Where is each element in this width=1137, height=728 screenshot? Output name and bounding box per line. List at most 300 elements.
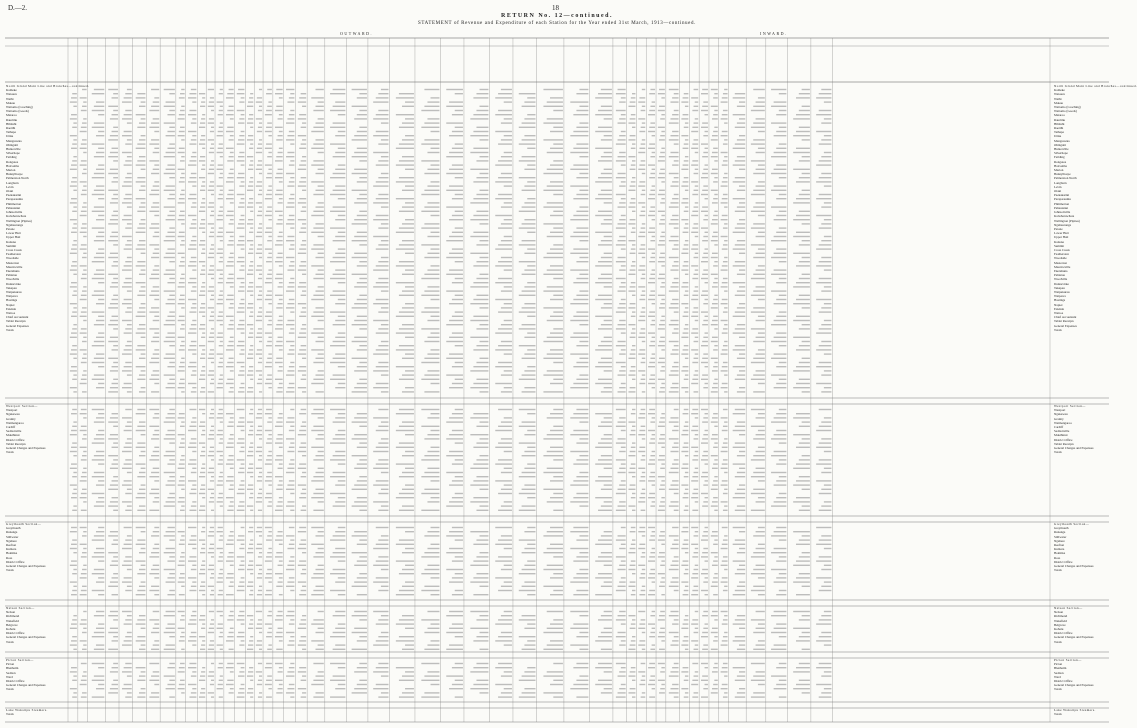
printed-figure: [259, 489, 262, 490]
printed-figure: [218, 430, 223, 431]
printed-figure: [200, 552, 205, 553]
printed-figure: [695, 565, 698, 566]
printed-figure: [722, 577, 728, 578]
printed-figure: [685, 569, 688, 570]
printed-figure: [278, 169, 283, 170]
printed-figure: [714, 328, 717, 329]
printed-figure: [816, 527, 831, 528]
printed-figure: [209, 611, 214, 612]
printed-figure: [431, 430, 440, 431]
printed-figure: [396, 413, 414, 414]
printed-figure: [724, 173, 727, 174]
printed-figure: [330, 379, 345, 380]
printed-figure: [495, 248, 512, 249]
printed-figure: [498, 328, 512, 329]
printed-figure: [455, 556, 463, 557]
printed-figure: [381, 89, 389, 90]
printed-figure: [618, 374, 626, 375]
printed-figure: [299, 248, 306, 249]
printed-figure: [802, 341, 810, 342]
printed-figure: [154, 640, 159, 641]
printed-figure: [724, 240, 727, 241]
printed-figure: [211, 127, 214, 128]
printed-figure: [455, 194, 463, 195]
printed-figure: [771, 374, 786, 375]
printed-figure: [455, 278, 463, 279]
printed-figure: [202, 232, 205, 233]
printed-figure: [122, 236, 132, 237]
printed-figure: [473, 594, 488, 595]
printed-figure: [632, 590, 635, 591]
printed-figure: [275, 345, 283, 346]
printed-figure: [302, 489, 306, 490]
printed-figure: [258, 362, 262, 363]
printed-figure: [735, 619, 745, 620]
printed-figure: [110, 565, 118, 566]
printed-figure: [694, 274, 699, 275]
printed-figure: [692, 311, 698, 312]
printed-figure: [701, 539, 708, 540]
printed-figure: [124, 366, 132, 367]
printed-figure: [275, 177, 283, 178]
printed-figure: [449, 152, 463, 153]
printed-figure: [113, 244, 118, 245]
printed-figure: [278, 484, 283, 485]
printed-figure: [220, 472, 223, 473]
printed-figure: [359, 379, 367, 380]
printed-figure: [669, 421, 679, 422]
printed-figure: [316, 122, 324, 123]
printed-figure: [210, 413, 214, 414]
printed-figure: [191, 173, 197, 174]
printed-figure: [504, 219, 512, 220]
printed-figure: [179, 97, 185, 98]
printed-figure: [670, 303, 678, 304]
printed-figure: [692, 278, 698, 279]
printed-figure: [266, 556, 272, 557]
printed-figure: [681, 135, 688, 136]
printed-figure: [427, 565, 439, 566]
printed-figure: [703, 417, 708, 418]
printed-figure: [573, 413, 588, 414]
printed-figure: [80, 413, 87, 414]
printed-figure: [480, 274, 489, 275]
printed-figure: [219, 143, 223, 144]
printed-figure: [519, 93, 536, 94]
printed-figure: [751, 110, 765, 111]
printed-figure: [816, 480, 831, 481]
printed-figure: [449, 434, 463, 435]
printed-figure: [674, 510, 679, 511]
printed-figure: [241, 447, 245, 448]
printed-figure: [604, 468, 612, 469]
printed-figure: [124, 480, 132, 481]
printed-figure: [504, 135, 512, 136]
printed-figure: [723, 278, 728, 279]
printed-figure: [249, 623, 253, 624]
printed-figure: [378, 177, 388, 178]
printed-figure: [92, 345, 105, 346]
printed-figure: [248, 101, 253, 102]
printed-figure: [330, 493, 345, 494]
printed-figure: [164, 438, 175, 439]
printed-figure: [268, 434, 271, 435]
printed-figure: [229, 632, 234, 633]
printed-figure: [695, 501, 698, 502]
printed-figure: [692, 244, 698, 245]
printed-figure: [685, 190, 688, 191]
printed-figure: [192, 611, 196, 612]
printed-figure: [381, 257, 389, 258]
printed-figure: [776, 560, 786, 561]
printed-figure: [449, 531, 463, 532]
printed-figure: [279, 544, 283, 545]
printed-figure: [618, 341, 626, 342]
printed-figure: [547, 269, 563, 270]
printed-figure: [519, 510, 536, 511]
printed-figure: [373, 118, 388, 119]
printed-figure: [802, 257, 810, 258]
printed-figure: [220, 438, 223, 439]
printed-figure: [122, 484, 132, 485]
printed-figure: [247, 156, 253, 157]
printed-figure: [289, 623, 295, 624]
printed-figure: [247, 391, 253, 392]
printed-figure: [649, 379, 655, 380]
printed-figure: [402, 489, 414, 490]
printed-figure: [137, 573, 145, 574]
printed-figure: [641, 295, 646, 296]
printed-figure: [373, 370, 388, 371]
printed-figure: [632, 345, 635, 346]
printed-figure: [504, 286, 512, 287]
printed-figure: [816, 623, 831, 624]
printed-figure: [381, 489, 389, 490]
printed-figure: [695, 118, 698, 119]
printed-figure: [137, 177, 145, 178]
printed-figure: [210, 497, 214, 498]
printed-figure: [819, 590, 832, 591]
printed-figure: [81, 459, 87, 460]
printed-figure: [125, 143, 131, 144]
printed-figure: [166, 269, 175, 270]
printed-figure: [192, 501, 196, 502]
printed-figure: [279, 148, 283, 149]
printed-figure: [82, 569, 87, 570]
printed-figure: [201, 387, 205, 388]
printed-figure: [153, 565, 159, 566]
printed-figure: [405, 269, 414, 270]
printed-figure: [357, 131, 367, 132]
printed-figure: [268, 353, 271, 354]
printed-figure: [275, 636, 283, 637]
printed-figure: [683, 623, 689, 624]
printed-figure: [621, 114, 626, 115]
printed-figure: [424, 358, 439, 359]
printed-figure: [527, 181, 535, 182]
printed-figure: [178, 611, 185, 612]
printed-figure: [550, 640, 563, 641]
printed-figure: [149, 493, 159, 494]
printed-figure: [94, 324, 104, 325]
printed-figure: [684, 426, 689, 427]
printed-figure: [250, 311, 253, 312]
printed-figure: [229, 358, 234, 359]
printed-figure: [685, 122, 688, 123]
printed-figure: [519, 476, 536, 477]
printed-figure: [779, 194, 787, 195]
printed-figure: [695, 286, 698, 287]
printed-figure: [227, 93, 233, 94]
printed-figure: [712, 501, 718, 502]
printed-figure: [359, 211, 367, 212]
printed-figure: [276, 274, 282, 275]
printed-figure: [402, 374, 414, 375]
printed-figure: [498, 362, 512, 363]
printed-figure: [81, 476, 87, 477]
printed-figure: [501, 505, 512, 506]
printed-figure: [455, 227, 463, 228]
printed-figure: [256, 501, 262, 502]
printed-figure: [136, 544, 146, 545]
printed-figure: [737, 421, 745, 422]
printed-figure: [108, 438, 118, 439]
printed-figure: [399, 379, 414, 380]
printed-figure: [595, 232, 612, 233]
printed-figure: [695, 531, 698, 532]
printed-figure: [352, 190, 367, 191]
printed-figure: [127, 122, 132, 123]
printed-figure: [824, 202, 832, 203]
printed-figure: [684, 143, 689, 144]
printed-figure: [652, 320, 655, 321]
printed-figure: [449, 417, 463, 418]
printed-figure: [211, 476, 214, 477]
printed-figure: [631, 282, 636, 283]
printed-figure: [504, 387, 512, 388]
printed-figure: [210, 316, 214, 317]
printed-figure: [335, 219, 345, 220]
printed-figure: [259, 139, 262, 140]
printed-figure: [267, 173, 272, 174]
printed-figure: [301, 177, 307, 178]
printed-figure: [201, 169, 205, 170]
printed-figure: [737, 206, 745, 207]
printed-figure: [476, 261, 488, 262]
printed-figure: [650, 257, 655, 258]
printed-figure: [628, 190, 635, 191]
printed-figure: [200, 156, 205, 157]
printed-figure: [381, 391, 389, 392]
printed-figure: [72, 619, 77, 620]
printed-figure: [702, 421, 708, 422]
printed-figure: [504, 468, 512, 469]
printed-figure: [735, 539, 745, 540]
printed-figure: [188, 383, 196, 384]
printed-figure: [167, 383, 174, 384]
printed-figure: [504, 353, 512, 354]
printed-figure: [108, 489, 118, 490]
printed-figure: [122, 118, 132, 119]
printed-figure: [211, 227, 214, 228]
printed-figure: [241, 114, 245, 115]
printed-figure: [275, 573, 283, 574]
printed-figure: [333, 206, 346, 207]
printed-figure: [226, 366, 234, 367]
printed-figure: [691, 623, 698, 624]
printed-figure: [313, 379, 323, 380]
printed-figure: [257, 316, 262, 317]
printed-figure: [452, 430, 463, 431]
printed-figure: [674, 110, 679, 111]
printed-figure: [427, 628, 439, 629]
printed-figure: [259, 223, 262, 224]
printed-figure: [595, 577, 612, 578]
printed-figure: [125, 227, 131, 228]
printed-figure: [405, 253, 414, 254]
printed-figure: [672, 131, 678, 132]
printed-figure: [80, 332, 87, 333]
printed-figure: [424, 489, 439, 490]
printed-figure: [218, 299, 223, 300]
printed-figure: [598, 328, 612, 329]
printed-figure: [670, 135, 678, 136]
printed-figure: [631, 248, 636, 249]
printed-figure: [756, 451, 765, 452]
printed-figure: [649, 476, 655, 477]
printed-figure: [338, 413, 346, 414]
printed-figure: [694, 358, 699, 359]
printed-figure: [543, 374, 562, 375]
printed-figure: [298, 387, 306, 388]
printed-figure: [200, 358, 205, 359]
printed-figure: [257, 148, 262, 149]
printed-figure: [250, 539, 253, 540]
printed-figure: [259, 190, 262, 191]
printed-figure: [333, 535, 346, 536]
printed-figure: [631, 316, 636, 317]
printed-figure: [733, 463, 746, 464]
printed-figure: [695, 468, 698, 469]
printed-figure: [279, 265, 283, 266]
printed-figure: [579, 173, 588, 174]
printed-figure: [604, 152, 612, 153]
printed-figure: [713, 544, 718, 545]
printed-figure: [94, 257, 104, 258]
printed-figure: [669, 122, 679, 123]
printed-figure: [793, 417, 810, 418]
printed-figure: [71, 544, 77, 545]
printed-figure: [70, 337, 77, 338]
printed-figure: [480, 190, 489, 191]
printed-figure: [83, 501, 86, 502]
printed-figure: [201, 548, 205, 549]
printed-figure: [83, 548, 86, 549]
printed-figure: [81, 426, 87, 427]
printed-figure: [239, 353, 244, 354]
printed-figure: [452, 560, 463, 561]
printed-figure: [816, 544, 831, 545]
printed-figure: [774, 628, 787, 629]
printed-figure: [376, 181, 389, 182]
printed-figure: [237, 442, 245, 443]
printed-figure: [201, 202, 205, 203]
printed-figure: [230, 434, 234, 435]
printed-figure: [179, 316, 185, 317]
printed-figure: [318, 353, 324, 354]
printed-figure: [149, 110, 159, 111]
printed-figure: [631, 560, 636, 561]
printed-figure: [649, 311, 655, 312]
printed-figure: [290, 539, 294, 540]
printed-figure: [819, 227, 832, 228]
printed-figure: [674, 442, 679, 443]
printed-figure: [723, 261, 728, 262]
printed-figure: [616, 227, 626, 228]
printed-figure: [630, 531, 636, 532]
printed-figure: [208, 307, 214, 308]
printed-figure: [776, 316, 786, 317]
printed-figure: [267, 290, 272, 291]
printed-figure: [669, 307, 679, 308]
printed-figure: [824, 219, 832, 220]
printed-figure: [618, 122, 626, 123]
printed-figure: [226, 560, 234, 561]
printed-figure: [642, 391, 645, 392]
printed-figure: [208, 290, 214, 291]
printed-figure: [192, 353, 196, 354]
printed-figure: [227, 459, 233, 460]
printed-figure: [381, 341, 389, 342]
printed-figure: [598, 261, 612, 262]
printed-figure: [652, 353, 655, 354]
printed-figure: [289, 332, 295, 333]
printed-figure: [619, 387, 625, 388]
printed-figure: [275, 556, 283, 557]
printed-figure: [771, 173, 786, 174]
printed-figure: [210, 232, 214, 233]
printed-figure: [579, 324, 588, 325]
printed-figure: [576, 459, 588, 460]
printed-figure: [70, 548, 77, 549]
printed-figure: [373, 202, 388, 203]
printed-figure: [199, 636, 205, 637]
printed-figure: [250, 476, 253, 477]
printed-figure: [178, 219, 185, 220]
printed-figure: [658, 244, 665, 245]
printed-figure: [318, 468, 324, 469]
printed-figure: [248, 484, 253, 485]
printed-figure: [141, 253, 146, 254]
printed-figure: [796, 480, 810, 481]
printed-figure: [256, 548, 262, 549]
printed-figure: [652, 387, 655, 388]
printed-figure: [711, 391, 718, 392]
printed-figure: [279, 447, 283, 448]
printed-figure: [287, 286, 294, 287]
printed-figure: [149, 590, 159, 591]
printed-figure: [674, 143, 679, 144]
printed-figure: [501, 122, 512, 123]
printed-figure: [681, 628, 688, 629]
printed-figure: [218, 413, 223, 414]
printed-figure: [684, 160, 689, 161]
printed-figure: [181, 223, 184, 224]
printed-figure: [113, 194, 118, 195]
printed-figure: [247, 223, 253, 224]
printed-figure: [674, 590, 679, 591]
printed-figure: [141, 548, 146, 549]
